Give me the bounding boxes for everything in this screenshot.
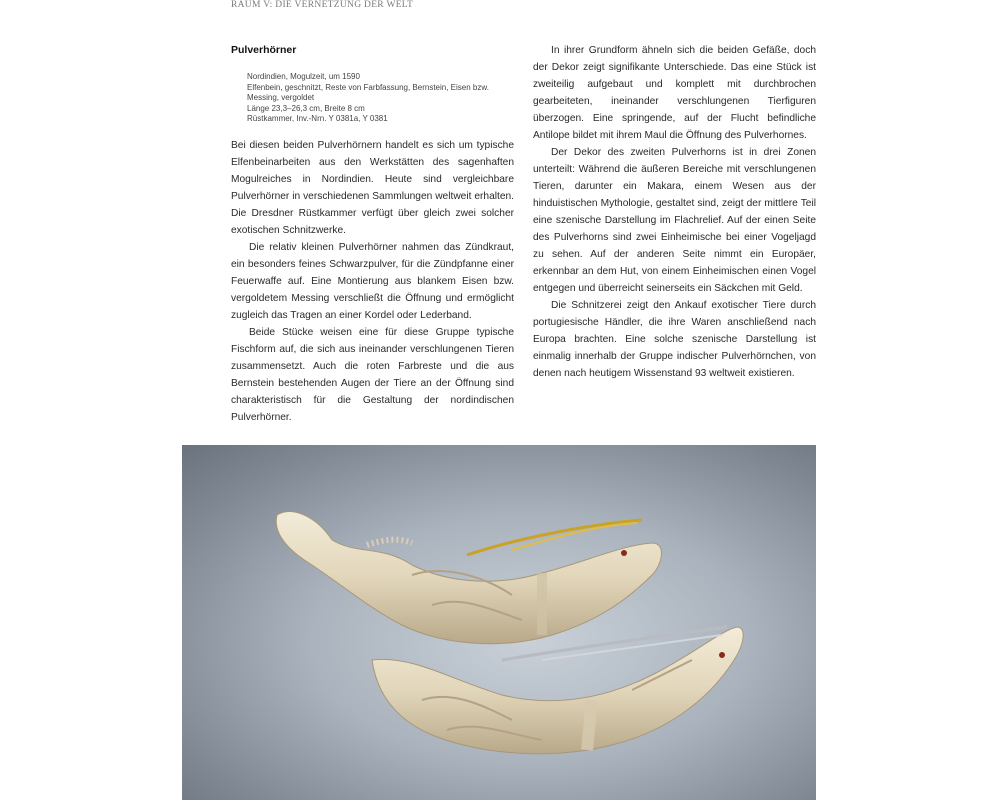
- entry-title: Pulverhörner: [231, 44, 297, 56]
- body-paragraph: Der Dekor des zweiten Pulverhorns ist in drei Zonen unterteilt: Während die äußeren Bereiche mit verschlungenen Tieren, darunter ein Makara, einem Wesen aus der hinduistischen Mythologie, gestaltet sind, zeigt der mittlere Teil eine szenische Darstellung im Flachrelief. Auf der einen Seite des Pulverhorns sind zwei Einheimische bei einer Vogeljagd zu sehen. Auf der anderen Seite nimmt ein Europäer, erkennbar an dem Hut, von einem Einheimischen einen Vogel entgegen und überreicht seinerseits ein Säckchen mit Geld.: [533, 147, 816, 294]
- body-paragraph: Die relativ kleinen Pulverhörner nahmen das Zündkraut, ein besonders feines Schwarzpulver, für die Zündpfanne einer Feuerwaffe auf. Eine Montierung aus blankem Eisen bzw. vergoldetem Messing verschließt die Öffnung und ermöglicht zugleich das Tragen an einer Kordel oder Lederband.: [231, 241, 514, 321]
- right-column: [533, 42, 816, 382]
- running-head: RAUM V: DIE VERNETZUNG DER WELT: [231, 0, 414, 10]
- meta-line: Rüstkammer, Inv.-Nrn. Y 0381a, Y 0381: [247, 114, 388, 124]
- left-column: [231, 42, 514, 426]
- meta-line: Länge 23,3–26,3 cm, Breite 8 cm: [247, 103, 365, 113]
- body-paragraph: Beide Stücke weisen eine für diese Gruppe typische Fischform auf, die sich aus ineinander verschlungenen Tieren zusammensetzt. Auch die roten Farbreste und die aus Bernstein bestehenden Augen der Tiere an der Öffnung sind charakteristisch für die Gestaltung der nordindischen Pulverhörner.: [231, 326, 514, 423]
- meta-line: Elfenbein, geschnitzt, Reste von Farbfassung, Bernstein, Eisen bzw.: [247, 82, 489, 92]
- body-paragraph: In ihrer Grundform ähneln sich die beiden Gefäße, doch der Dekor zeigt signifikante Unterschiede. Das eine Stück ist zweiteilig aufgebaut und komplett mit durchbrochen gearbeiteten, ineinander verschlungenen Tierfiguren überzogen. Eine springende, auf der Flucht befindliche Antilope bildet mit ihrem Maul die Öffnung des Pulverhornes.: [533, 45, 816, 141]
- lower-powder-horn: [372, 627, 743, 754]
- meta-line: Messing, vergoldet: [247, 93, 315, 103]
- powder-horns-illustration: [182, 445, 816, 800]
- body-paragraph: Die Schnitzerei zeigt den Ankauf exotischer Tiere durch portugiesische Händler, die ihre Waren anschließend nach Europa brachten. Eine solche szenische Darstellung ist einmalig innerhalb der Gruppe indischer Pulverhörnchen, von denen nach heutigem Wissenstand 93 weltweit existieren.: [533, 300, 816, 379]
- upper-powder-horn: [276, 511, 661, 643]
- object-metadata: [247, 72, 514, 125]
- powder-horns-photo: [182, 445, 816, 800]
- body-paragraph: Bei diesen beiden Pulverhörnern handelt es sich um typische Elfenbeinarbeiten aus den Werkstätten des sagenhaften Mogulreiches in Nordindien. Heute sind vergleichbare Pulverhörner in verschiedenen Sammlungen weltweit erhalten. Die Dresdner Rüstkammer verfügt über gleich zwei solcher exotischen Schnitzwerke.: [231, 139, 514, 236]
- meta-line: Nordindien, Mogulzeit, um 1590: [247, 72, 360, 81]
